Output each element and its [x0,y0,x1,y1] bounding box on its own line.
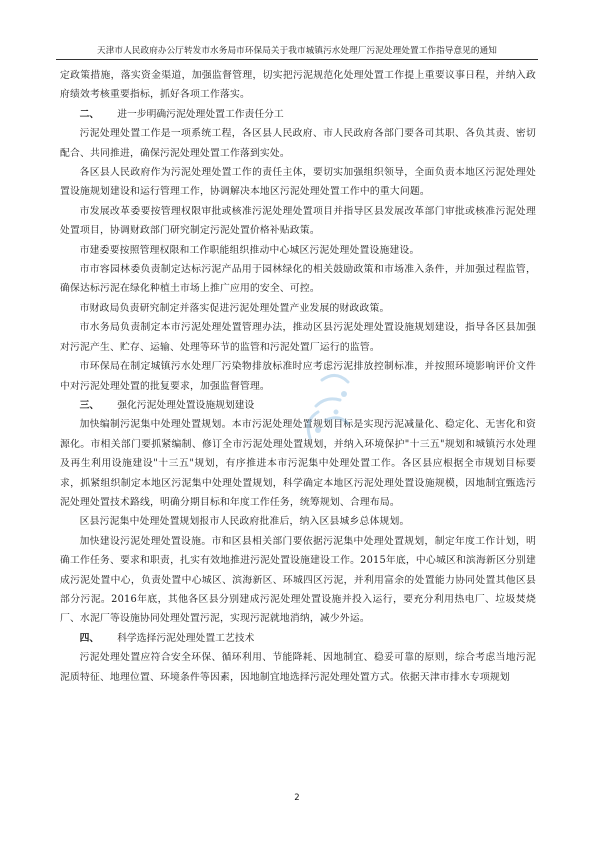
paragraph: 污泥处理处置工作是一项系统工程，各区县人民政府、市人民政府各部门要各司其职、各负其责、密切配合、共同推进，确保污泥处理处置工作落到实处。 [60,128,536,159]
section-heading [60,105,536,124]
paragraph: 定政策措施，落实资金渠道，加强监督管理，切实把污泥规范化处理处置工作提上重要议事日程，并纳入政府绩效考核重要指标，抓好各项工作落实。 [60,70,536,101]
paragraph: 污泥处理处置应符合安全环保、循环利用、节能降耗、因地制宜、稳妥可靠的原则，综合考虑当地污泥泥质特征、地理位置、环境条件等因素，因地制宜地选择污泥处理处置方式。依据天津市排水专项规划 [60,652,536,683]
paragraph: 加快编制污泥集中处理处置规划。本市污泥处理处置规划目标是实现污泥减量化、稳定化、无害化和资源化。市相关部门要抓紧编制、修订全市污泥处理处置规划，并纳入环境保护"十三五"规划和城镇污水处理及再生利用设施建设"十三五"规划，有序推进本市污泥集中处理处置工作。各区县应根据全市规划目标要求，抓紧组织制定本地区污泥集中处理处置规划，科学确定本地区污泥处理处置设施规模，因地制宜甄选污泥处理处置技术路线，明确分期目标和年度工作任务，统筹规划、合理布局。 [60,419,536,508]
section-number: 四、 [79,632,100,644]
paragraph: 市建委要按照管理权限和工作职能组织推动中心城区污泥处理处置设施建设。 [79,244,420,256]
paragraph: 市市容园林委负责制定达标污泥产品用于园林绿化的相关鼓励政策和市场准入条件，并加强过程监管，确保达标污泥在绿化种植土市场上推广应用的安全、可控。 [60,264,536,295]
paragraph: 市环保局在制定城镇污水处理厂污染物排放标准时应考虑污泥排放控制标准，并按照环境影响评价文件中对污泥处理处置的批复要求，加强监督管理。 [60,361,536,392]
paragraph: 市发展改革委要按管理权限审批或核准污泥处理处置项目并指导区县发展改革部门审批或核准污泥处理处置项目，协调财政部门研究制定污泥处置价格补贴政策。 [60,205,536,237]
section-number: 二、 [79,108,100,120]
section-title: 进一步明确污泥处理处置工作责任分工 [117,108,284,120]
paragraph: 区县污泥集中处理处置规划报市人民政府批准后，纳入区县城乡总体规划。 [79,516,410,528]
page-number: 2 [294,793,300,803]
section-title: 强化污泥处理处置设施规划建设 [117,399,255,411]
header-divider [56,59,538,60]
paragraph: 各区县人民政府作为污泥处理处置工作的责任主体，要切实加强组织领导，全面负责本地区污泥处理处置设施规划建设和运行管理工作，协调解决本地区污泥处理处置工作中的重大问题。 [60,167,536,198]
paragraph: 市财政局负责研究制定并落实促进污泥处理处置产业发展的财政政策。 [79,302,390,314]
running-header: 天津市人民政府办公厅转发市水务局市环保局关于我市城镇污水处理厂污泥处理处置工作指导意见的通知 [97,46,497,56]
section-title: 科学选择污泥处理处置工艺技术 [117,632,255,644]
section-heading [60,629,536,648]
ecloud-watermark-icon [296,360,366,450]
section-number: 三、 [79,399,100,411]
paragraph: 市水务局负责制定本市污泥处理处置管理办法，推动区县污泥处理处置设施规划建设，指导各区县加强对污泥产生、贮存、运输、处理等环节的监管和污泥处置厂运行的监管。 [60,322,536,353]
paragraph: 加快建设污泥处理处置设施。市和区县相关部门要依据污泥集中处理处置规划，制定年度工作计划，明确工作任务、要求和职责，扎实有效地推进污泥处置设施建设工作。2015年底，中心城区和滨海新区分别建成污泥处置中心，负责处置中心城区、滨海新区、环城四区污泥，并利用富余的处置能力协同处置其他区县部分污泥。2016年底，其他各区县分别建成污泥处理处置设施并投入运行，要充分利用热电厂、垃圾焚烧厂、水泥厂等设施协同处理处置污泥，实现污泥就地消纳，减少外运。 [60,535,536,625]
